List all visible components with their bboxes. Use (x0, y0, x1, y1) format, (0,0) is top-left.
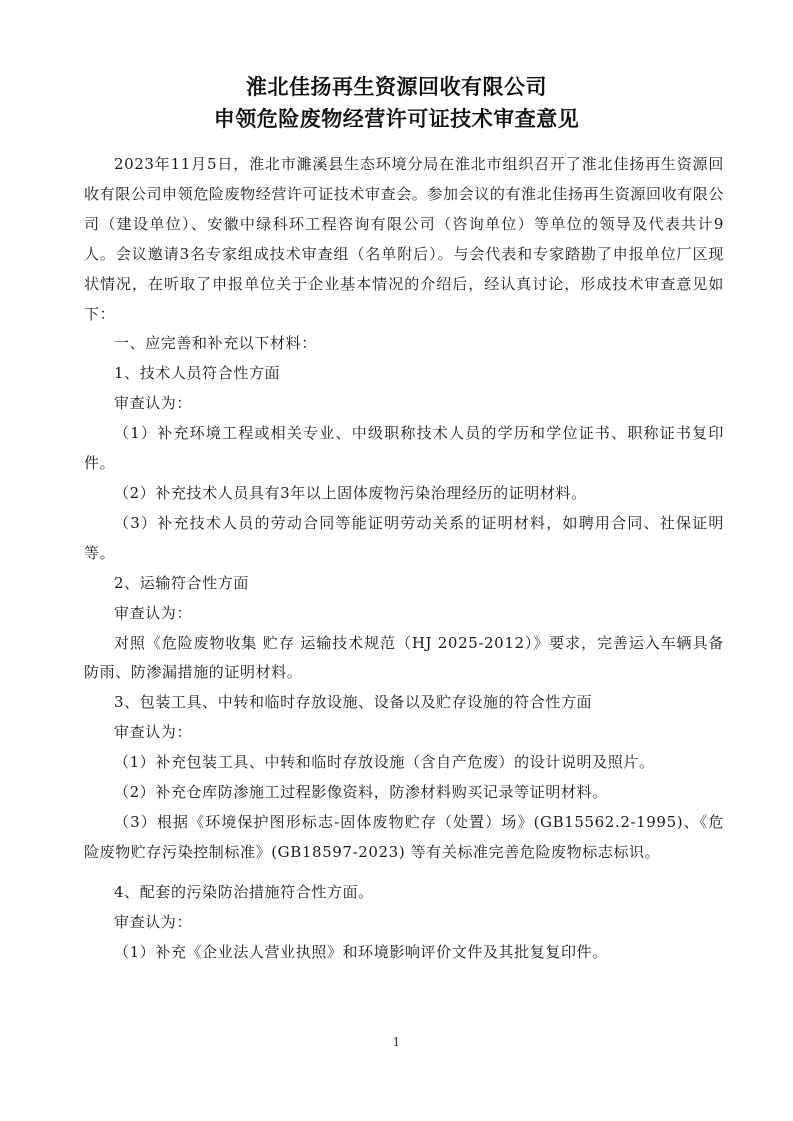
paragraph: 审查认为： (114, 603, 193, 622)
paragraph: 审查认为： (114, 723, 193, 742)
document-title-line2: 申领危险废物经营许可证技术审查意见 (213, 107, 580, 131)
paragraph: 1、技术人员符合性方面 (114, 364, 281, 383)
paragraph: （2）补充仓库防渗施工过程影像资料，防渗材料购买记录等证明材料。 (114, 783, 608, 802)
paragraph: （1）补充《企业法人营业执照》和环境影响评价文件及其批复复印件。 (114, 942, 608, 961)
paragraph: （2）补充技术人员具有3年以上固体废物污染治理经历的证明材料。 (114, 483, 587, 502)
paragraph: （1）补充环境工程或相关专业、中级职称技术人员的学历和学位证书、职称证书复印件。 (84, 424, 724, 473)
paragraph: 4、配套的污染防治措施符合性方面。 (114, 882, 374, 901)
paragraph: 2023年11月5日，淮北市濉溪县生态环境分局在淮北市组织召开了淮北佳扬再生资源回收有限公司申领危险废物经营许可证技术审查会。参加会议的有淮北佳扬再生资源回收有限公司（建设单位）、安徽中绿科环工程咨询有限公司（咨询单位）等单位的领导及代表共计9人。会议邀请3名专家组成技术审查组（名单附后）。与会代表和专家踏勘了申报单位厂区现状情况，在听取了申报单位关于企业基本情况的介绍后，经认真讨论，形成技术审查意见如下： (84, 155, 724, 323)
paragraph: （1）补充包装工具、中转和临时存放设施（含自产危废）的设计说明及照片。 (114, 753, 655, 772)
paragraph: （3）补充技术人员的劳动合同等能证明劳动关系的证明材料，如聘用合同、社保证明等。 (84, 513, 724, 562)
document-body (84, 150, 724, 967)
paragraph: 审查认为： (114, 394, 193, 413)
paragraph: 2、运输符合性方面 (114, 573, 249, 592)
paragraph: （3）根据《环境保护图形标志-固体废物贮存（处置）场》(GB15562.2-1995)、《危险废物贮存污染控制标准》(GB18597-2023) 等有关标准完善危险废物标志标识。 (84, 812, 724, 861)
paragraph: 审查认为： (114, 912, 193, 931)
paragraph: 3、包装工具、中转和临时存放设施、设备以及贮存设施的符合性方面 (114, 693, 593, 712)
paragraph: 对照《危险废物收集 贮存 运输技术规范（HJ 2025-2012）》要求，完善运入车辆具备防雨、防渗漏措施的证明材料。 (84, 633, 724, 682)
paragraph: 一、应完善和补充以下材料： (114, 334, 317, 353)
document-title-line1: 淮北佳扬再生资源回收有限公司 (246, 75, 547, 99)
page-number: 1 (392, 1035, 401, 1049)
